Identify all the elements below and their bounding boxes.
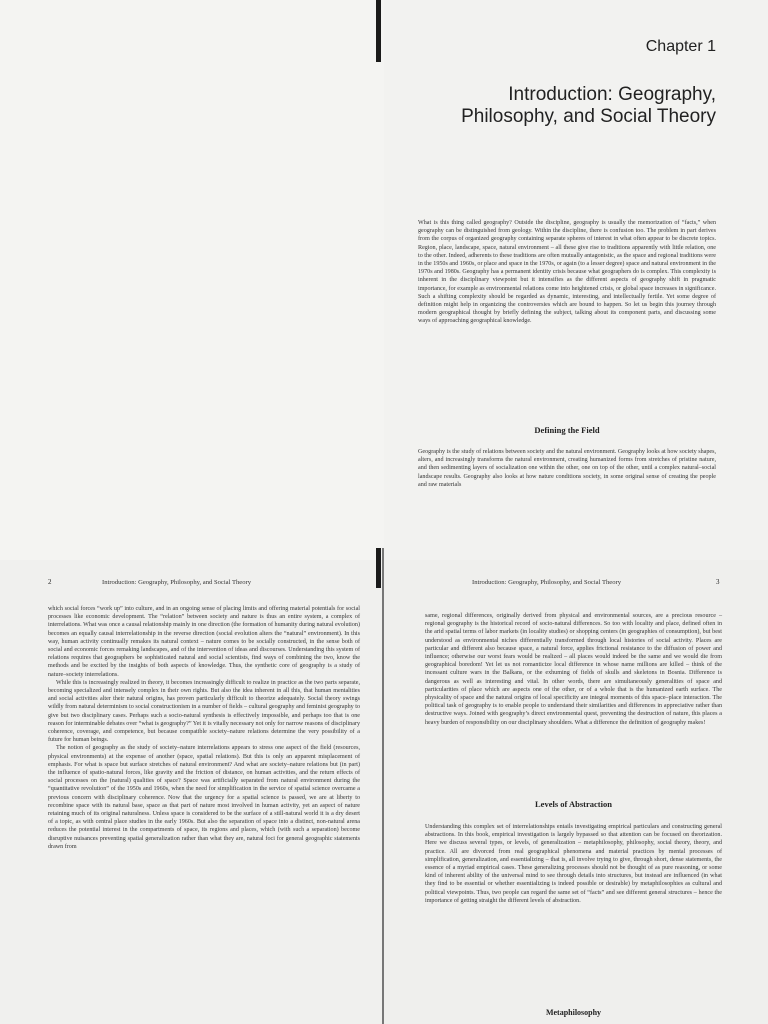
running-head-right: Introduction: Geography, Philosophy, and Social Theory [472,579,622,586]
page-2-text-block [48,605,360,851]
chapter-title-line-1: Introduction: Geography, [508,84,716,105]
binding-gutter-mark [376,0,381,62]
page-3-text-block-1 [425,612,722,727]
defining-field-paragraph: Geography is the study of relations between society and the natural environment. Geography looks at how society shapes, alters, and increasingly transforms the natural environment, creating humanized forms from stretches of pristine nature, and then sedimenting layers of socialization one within the other, one on top of the other, until a complex natural–social landscape results. Geography also looks at how nature conditions society, in some original sense of creating the people and raw materials [418,449,716,488]
page-3-paragraph-1: same, regional differences, originally derived from physical and environmental sources, are a precious resource – regional geography is the historical record of socio-natural differences. So too with locality and place, defined often in the arid spatial terms of labor markets (in locality studies) or shopping centers (in geographies of consumption), but best understood as environmental niches differentially transformed through local histories of social activity. Places are particular and different also because space, a natural force, applies frictional resistance to the diffusion of power and influence; otherwise our worst fears would be realized – all places would indeed be the same and we would die from geographical boredom! Yet let us not romanticize local difference in whose name millions are killed – think of the incessant culture wars in the Balkans, or the exhuming of fields of skulls and skeletons in Bosnia. Difference is dangerous as well as interesting and vital. In other words, there are simultaneously generalities of space and particularities of place which are aspects one of the other, or of a whole that is the humanized earth surface. The physicality of space and the natural origins of local specificity are integral moments of this space–place interaction. The political task of geography is to enable people to understand their similarities and differences in appreciative rather than destructive ways. Joined with geography’s direct environmental quest, preventing the destruction of nature, this places a heavy burden of responsibility on our disciplinary shoulders. What a difference the definition of geography makes! [425,613,722,726]
blank-verso-page [0,0,384,560]
chapter-label: Chapter 1 [645,38,716,55]
page-number-3: 3 [716,578,720,586]
page-3-paragraph-2: Understanding this complex set of interrelationships entails investigating empirical particulars and constructing general abstractions. In this book, empirical investigation is largely bypassed so that attention can be focused on theorization. Here we discuss several types, or levels, of generalization – metaphilosophy, philosophy, social theory, theory, and practice. All are divorced from real geographical phenomena and material practices by mental processes of simplification, generalization, and essentializing – that is, all involve trying to give, through short, dense statements, the essence of a myriad empirical cases. These generalizing processes should not be thought of as pure reasoning, or some kind of inherent ability of the universal mind to see through details into structures, but instead are influenced (in what they find to be essential or whether essentializing is indeed possible or desirable) by metaphilosophies as cultural and political viewpoints. Thus, two people can regard the same set of “facts” and see different general structures – hence the importance of getting straight the different levels of abstraction. [425,824,722,904]
chapter-title-line-2: Philosophy, and Social Theory [461,106,716,127]
intro-paragraph: What is this thing called geography? Outside the discipline, geography is usually the memorization of “facts,” when geography can be distinguished from geology. Within the discipline, there is confusion too. The problem in part derives from the corpus of organized geography containing separate spheres of interest in what often appear to be discrete topics. Region, place, landscape, space, natural environment – all these give rise to traditions apparently with little relation, one to the other. Indeed, adherents to these traditions are often mutually antagonistic, as the space and regional traditions were in the 1950s and 1960s, or place and space in the 1970s, or again (to a lesser degree) space and natural environment in the 1970s and 1980s. Geography has a permanent identity crisis because what geographers do is complex. This complexity is inherent in the disciplinary viewpoint but it intensifies as the different aspects of geography shift in pragmatic importance, for example as environmental relations come into heightened crisis, or global space increases in significance. Such a shifting complexity should be regarded as dynamic, interesting, and intellectually fertile. Yet some degree of definition might help in organizing the controversies which are bound to happen. So let us begin this journey through modern geographical thought by briefly defining the subject, talking about its component parts, and discussing some ways of approaching geographical knowledge. [418,220,716,325]
running-head-left: Introduction: Geography, Philosophy, and Social Theory [102,579,252,586]
page-3-text-block-2 [425,823,722,905]
page-2-paragraph-1: which social forces “work up” into culture, and in an ongoing sense of placing limits and offering material potentials for social processes like economic development. The “relation” between society and nature is thus an entire system, a complex of interrelations. What was once a causal relationship mainly in one direction (the formation of humanity during natural evolution) becomes an equally causal interrelationship in the reverse direction (social evolution alters the “natural” environment). In this way, human activity continually remakes its natural context – nature comes to be socially constructed, in the sense both of social and economic forces remaking landscapes, and of the intervention of ideas and discourses. Understanding this system of relations requires that geographers be sophisticated natural and social scientists, find ways of combining the two, know the methods and be excited by the insights of both aspects of knowledge. Thus, the synthetic core of geography is a study of nature–society interrelations. [48,606,360,678]
section-heading-defining-the-field: Defining the Field [534,425,600,435]
intro-paragraph-block [418,219,716,326]
chapter-title [418,84,716,128]
binding-gutter-line [382,548,384,1024]
page-number-2: 2 [48,578,52,586]
page-2-paragraph-3: The notion of geography as the study of society–nature interrelations appears to stress one aspect of the field (resources, physical environments) at the expense of another (space, spatial relations). But this is only an apparent misplacement of emphasis. For what is space but surface stretches of natural environment? And what are society–nature relations but (in part) the influence of spatio-natural forces, like gravity and the friction of distance, on human activities, and the return effects of social processes on the (natural) qualities of space? Space was artificially separated from natural environment during the “quantitative revolution” of the 1950s and 1960s, when the need for simplification in the service of spatial science overcame a previous concern with disciplinary coherence. Now that the urgency for a spatial science is passed, we are at liberty to recombine space with its natural base, space as that part of nature most involved in human activity, yet an aspect of nature retaining much of its original naturalness. Unless space is considered to be the surface of a still-natural world it is a dry desert of a topic, as with central place studies in the early 1960s. But also the separation of space into a distinct, non-natural arena reduces the potential interest in the compartments of space, its regions and places, which (with such a separation) become disruptive nuisances preventing spatial generalization rather than what they are, natural foci for general geographic statements drawn from [48,745,360,850]
subsection-heading-metaphilosophy: Metaphilosophy [545,1008,602,1017]
chapter-opening-page [384,0,768,560]
section-heading-levels-of-abstraction: Levels of Abstraction [535,799,612,809]
page-2-paragraph-2: While this is increasingly realized in theory, it becomes increasingly difficult to realize in practice as the two parts separate, becoming specialized and intensely complex in their own rights. But also the idea inherent in all this, that human mentalities and social activities alter their natural origins, has proven particularly difficult to theorize adequately. Social theory swings wildly from natural determinism to social constructionism in a number of fields – cultural geography and feminist geography to give but two disciplinary cases. Perhaps such a socio-natural synthesis is effectively impossible, and perhaps too that is one reason for interminable debates over “what is geography?” Yet it is vitally necessary not only for narrow reasons of disciplinary coherence, coverage, and competence, but because compatible society–nature relations determine the very possibility of a future for human beings. [48,679,360,744]
defining-field-paragraph-block [418,448,716,489]
binding-gutter-mark [376,548,381,588]
